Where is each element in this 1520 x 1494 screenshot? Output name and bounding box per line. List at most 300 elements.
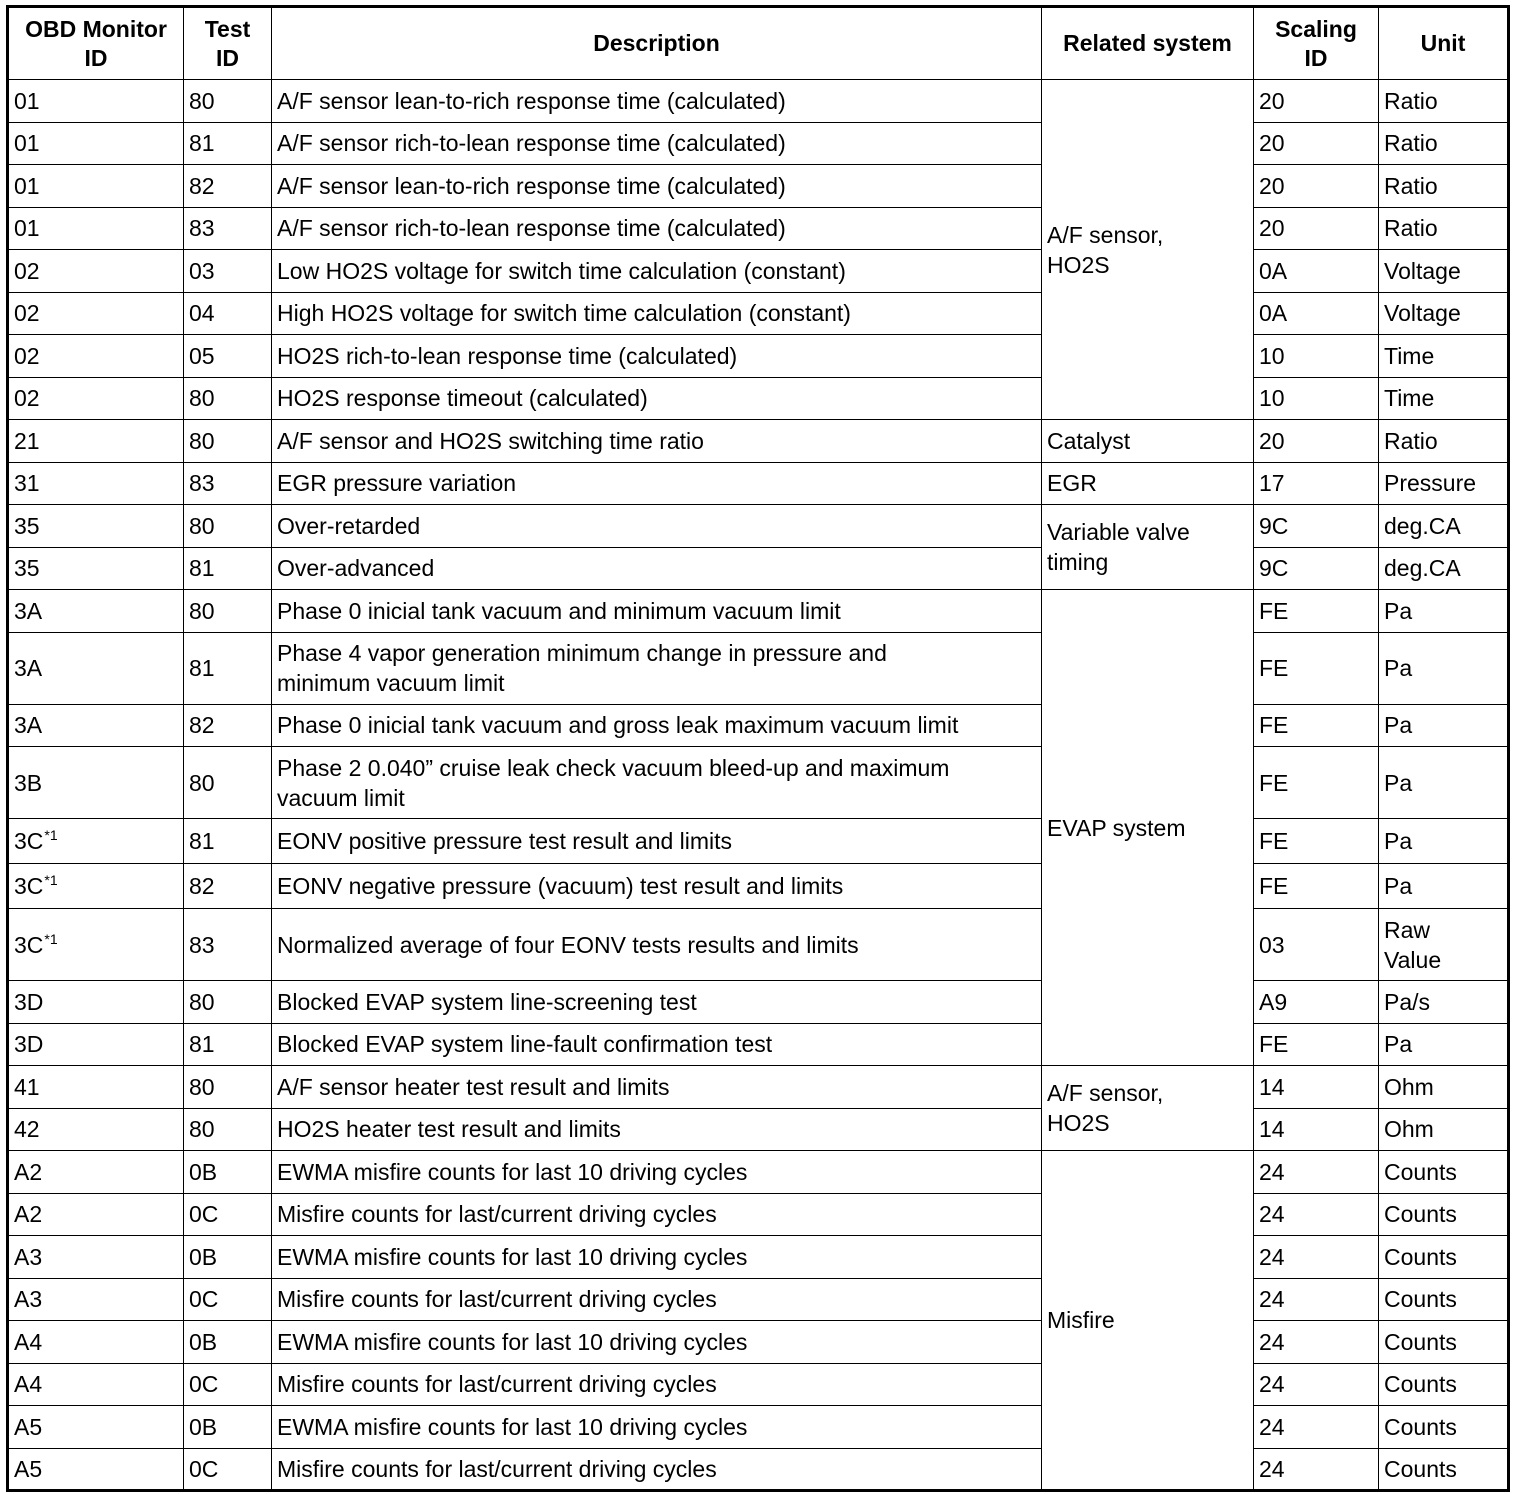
unit-line: Counts [1384,1328,1457,1355]
description-line: Over-retarded [277,512,421,539]
cell-scaling-id: 10 [1254,377,1379,420]
header-row [8,7,1509,80]
cell-unit [1379,1363,1509,1406]
header-obd-monitor-id: OBD Monitor ID [8,7,184,80]
cell-description [272,547,1042,590]
table-body [8,80,1509,1491]
description-line: HO2S response timeout (calculated) [277,385,648,412]
cell-description [272,981,1042,1024]
cell-obd-monitor-id [8,909,184,981]
unit-line: Pa [1384,597,1413,624]
cell-obd-monitor-id [8,377,184,420]
unit-line: Time [1384,385,1435,412]
cell-scaling-id: 03 [1254,909,1379,981]
unit-line: Raw [1384,916,1431,943]
cell-scaling-id: 20 [1254,122,1379,165]
table-row [8,462,1509,505]
cell-unit [1379,1448,1509,1491]
cell-test-id: 82 [184,165,272,208]
cell-test-id: 82 [184,704,272,747]
cell-unit [1379,1151,1509,1194]
description-line: High HO2S voltage for switch time calculation (constant) [277,300,851,327]
unit-line: Ratio [1384,172,1438,199]
cell-obd-monitor-id [8,1066,184,1109]
cell-test-id: 80 [184,1066,272,1109]
cell-scaling-id: 9C [1254,505,1379,548]
cell-related-system [1042,1151,1254,1491]
unit-line: deg.CA [1384,555,1461,582]
cell-obd-monitor-id [8,1151,184,1194]
unit-line: Pressure [1384,470,1477,497]
description-line: Blocked EVAP system line-screening test [277,988,697,1015]
cell-unit [1379,250,1509,293]
cell-test-id: 0B [184,1406,272,1449]
cell-test-id: 80 [184,747,272,819]
cell-obd-monitor-id [8,1193,184,1236]
cell-test-id: 81 [184,547,272,590]
related-system-line: HO2S [1047,251,1110,278]
cell-test-id: 0C [184,1363,272,1406]
cell-related-system [1042,462,1254,505]
monitor-id-value: 3A [14,712,43,739]
cell-obd-monitor-id [8,462,184,505]
table-row [8,207,1509,250]
cell-test-id: 80 [184,590,272,633]
cell-scaling-id: 17 [1254,462,1379,505]
cell-unit [1379,1321,1509,1364]
description-line: Phase 0 inicial tank vacuum and gross leak maximum vacuum limit [277,712,959,739]
cell-scaling-id: 20 [1254,80,1379,123]
description-line: EWMA misfire counts for last 10 driving cycles [277,1413,748,1440]
cell-scaling-id: 24 [1254,1236,1379,1279]
table-row [8,1406,1509,1449]
cell-test-id: 05 [184,335,272,378]
table-row [8,335,1509,378]
cell-obd-monitor-id [8,747,184,819]
unit-line: Pa [1384,1031,1413,1058]
related-system-line: A/F sensor, [1047,221,1164,248]
cell-scaling-id: A9 [1254,981,1379,1024]
cell-unit [1379,1023,1509,1066]
unit-line: Counts [1384,1243,1457,1270]
table-row [8,747,1509,819]
unit-line: Counts [1384,1455,1457,1482]
cell-description [272,292,1042,335]
cell-unit [1379,165,1509,208]
unit-line: Value [1384,946,1442,973]
table-row [8,80,1509,123]
cell-description [272,420,1042,463]
cell-obd-monitor-id [8,547,184,590]
unit-line: Counts [1384,1201,1457,1228]
cell-test-id: 81 [184,122,272,165]
cell-test-id: 83 [184,207,272,250]
cell-obd-monitor-id [8,704,184,747]
table-row [8,1151,1509,1194]
cell-scaling-id: FE [1254,747,1379,819]
cell-obd-monitor-id [8,1236,184,1279]
unit-line: Pa [1384,873,1413,899]
table-row [8,1236,1509,1279]
description-line: A/F sensor lean-to-rich response time (calculated) [277,87,786,114]
footnote-marker: *1 [44,872,58,888]
cell-obd-monitor-id [8,1448,184,1491]
description-line: Blocked EVAP system line-fault confirmation test [277,1031,773,1058]
cell-test-id: 82 [184,864,272,909]
monitor-id-value: 35 [14,512,40,539]
unit-line: Time [1384,342,1435,369]
cell-test-id: 80 [184,505,272,548]
cell-description [272,1193,1042,1236]
unit-line: Counts [1384,1158,1457,1185]
cell-unit [1379,80,1509,123]
monitor-id-value: A5 [14,1455,43,1482]
cell-obd-monitor-id [8,1023,184,1066]
monitor-id-value: 01 [14,215,40,242]
cell-related-system [1042,590,1254,1066]
unit-line: Pa [1384,828,1413,854]
cell-unit [1379,377,1509,420]
cell-unit [1379,909,1509,981]
unit-line: Pa [1384,769,1413,796]
table-row [8,292,1509,335]
table-row [8,1066,1509,1109]
cell-scaling-id: FE [1254,632,1379,704]
cell-scaling-id: FE [1254,864,1379,909]
unit-line: Ratio [1384,215,1438,242]
cell-obd-monitor-id [8,335,184,378]
cell-unit [1379,704,1509,747]
description-line: Normalized average of four EONV tests results and limits [277,931,859,958]
cell-description [272,207,1042,250]
monitor-id-value: 3C [14,931,44,958]
cell-description [272,1278,1042,1321]
related-system-line: A/F sensor, [1047,1080,1164,1106]
description-line: Phase 0 inicial tank vacuum and minimum vacuum limit [277,597,841,624]
cell-description [272,250,1042,293]
cell-related-system [1042,1066,1254,1151]
header-unit: Unit [1379,7,1509,80]
cell-obd-monitor-id [8,420,184,463]
cell-description [272,909,1042,981]
description-line: A/F sensor rich-to-lean response time (calculated) [277,130,786,157]
monitor-id-value: 35 [14,555,40,582]
monitor-id-value: 02 [14,257,40,284]
monitor-id-value: A3 [14,1286,43,1313]
table-row [8,632,1509,704]
description-line: Misfire counts for last/current driving cycles [277,1455,717,1482]
obd-monitor-table [6,5,1510,1492]
related-system-line: Misfire [1047,1307,1115,1333]
table-container [6,5,1510,1492]
cell-obd-monitor-id [8,632,184,704]
table-row [8,377,1509,420]
unit-line: Pa [1384,712,1413,739]
cell-scaling-id: 0A [1254,250,1379,293]
unit-line: Ratio [1384,87,1438,114]
description-line: minimum vacuum limit [277,670,505,696]
cell-test-id: 80 [184,377,272,420]
cell-description [272,1406,1042,1449]
description-line: A/F sensor lean-to-rich response time (calculated) [277,172,786,199]
cell-obd-monitor-id [8,590,184,633]
description-line: Misfire counts for last/current driving cycles [277,1286,717,1313]
cell-scaling-id: 24 [1254,1406,1379,1449]
cell-description [272,819,1042,864]
header-related-system: Related system [1042,7,1254,80]
cell-description [272,632,1042,704]
cell-unit [1379,819,1509,864]
monitor-id-value: 42 [14,1116,40,1143]
cell-obd-monitor-id [8,80,184,123]
table-row [8,505,1509,548]
table-row [8,547,1509,590]
cell-scaling-id: 14 [1254,1066,1379,1109]
table-row [8,1023,1509,1066]
description-line: Phase 4 vapor generation minimum change in pressure and [277,640,887,666]
cell-test-id: 80 [184,80,272,123]
cell-scaling-id: 0A [1254,292,1379,335]
cell-test-id: 83 [184,909,272,981]
monitor-id-value: 01 [14,172,40,199]
monitor-id-value: 3B [14,769,43,796]
description-line: EONV negative pressure (vacuum) test result and limits [277,873,844,899]
cell-description [272,1363,1042,1406]
monitor-id-value: A4 [14,1371,43,1398]
cell-description [272,1321,1042,1364]
monitor-id-value: 3A [14,655,43,681]
monitor-id-value: A2 [14,1201,43,1228]
cell-related-system [1042,80,1254,420]
cell-obd-monitor-id [8,122,184,165]
monitor-id-value: 02 [14,342,40,369]
description-line: EONV positive pressure test result and limits [277,828,733,854]
description-line: EGR pressure variation [277,470,517,497]
table-row [8,420,1509,463]
cell-description [272,1151,1042,1194]
description-line: Low HO2S voltage for switch time calculation (constant) [277,257,846,284]
cell-obd-monitor-id [8,207,184,250]
cell-description [272,1236,1042,1279]
header-scaling-id: Scaling ID [1254,7,1379,80]
cell-scaling-id: 24 [1254,1448,1379,1491]
description-line: EWMA misfire counts for last 10 driving cycles [277,1158,748,1185]
description-line: EWMA misfire counts for last 10 driving cycles [277,1328,748,1355]
cell-obd-monitor-id [8,250,184,293]
monitor-id-value: A5 [14,1413,43,1440]
cell-unit [1379,1236,1509,1279]
cell-unit [1379,981,1509,1024]
monitor-id-value: 01 [14,130,40,157]
cell-scaling-id: 24 [1254,1151,1379,1194]
unit-line: Ohm [1384,1073,1434,1100]
table-row [8,1321,1509,1364]
cell-description [272,1448,1042,1491]
cell-description [272,590,1042,633]
unit-line: Counts [1384,1413,1457,1440]
description-line: A/F sensor heater test result and limits [277,1073,670,1100]
cell-scaling-id: 24 [1254,1193,1379,1236]
cell-test-id: 80 [184,420,272,463]
cell-description [272,80,1042,123]
related-system-line: timing [1047,549,1109,575]
description-line: HO2S heater test result and limits [277,1116,621,1143]
cell-unit [1379,1278,1509,1321]
cell-unit [1379,1193,1509,1236]
unit-line: Pa [1384,655,1413,681]
unit-line: Ratio [1384,427,1438,454]
cell-scaling-id: FE [1254,819,1379,864]
table-row [8,1193,1509,1236]
cell-test-id: 0C [184,1448,272,1491]
footnote-marker: *1 [44,930,58,947]
unit-line: Voltage [1384,300,1461,327]
cell-related-system [1042,420,1254,463]
cell-obd-monitor-id [8,292,184,335]
table-row [8,590,1509,633]
cell-test-id: 80 [184,1108,272,1151]
unit-line: Voltage [1384,257,1461,284]
cell-description [272,1066,1042,1109]
unit-line: Ohm [1384,1116,1434,1143]
table-row [8,1363,1509,1406]
table-row [8,1448,1509,1491]
cell-scaling-id: 9C [1254,547,1379,590]
related-system-line: HO2S [1047,1110,1110,1136]
cell-description [272,747,1042,819]
cell-obd-monitor-id [8,1406,184,1449]
cell-unit [1379,547,1509,590]
cell-obd-monitor-id [8,1108,184,1151]
related-system-line: EGR [1047,470,1097,497]
unit-line: Ratio [1384,130,1438,157]
description-line: Misfire counts for last/current driving cycles [277,1371,717,1398]
description-line: vacuum limit [277,784,405,811]
cell-test-id: 04 [184,292,272,335]
cell-obd-monitor-id [8,165,184,208]
table-row [8,122,1509,165]
cell-scaling-id: 24 [1254,1363,1379,1406]
cell-unit [1379,505,1509,548]
table-row [8,981,1509,1024]
monitor-id-value: 01 [14,87,40,114]
cell-unit [1379,1108,1509,1151]
monitor-id-value: 02 [14,300,40,327]
monitor-id-value: 3D [14,1031,44,1058]
unit-line: Counts [1384,1286,1457,1313]
description-line: Phase 2 0.040” cruise leak check vacuum bleed-up and maximum [277,754,950,781]
cell-scaling-id: 10 [1254,335,1379,378]
cell-description [272,122,1042,165]
monitor-id-value: A4 [14,1328,43,1355]
description-line: Over-advanced [277,555,435,582]
cell-unit [1379,864,1509,909]
cell-unit [1379,292,1509,335]
monitor-id-value: 3C [14,873,44,899]
cell-scaling-id: FE [1254,704,1379,747]
cell-obd-monitor-id [8,1278,184,1321]
description-line: A/F sensor and HO2S switching time ratio [277,427,704,454]
cell-test-id: 81 [184,632,272,704]
cell-description [272,704,1042,747]
cell-unit [1379,747,1509,819]
cell-test-id: 0B [184,1321,272,1364]
cell-description [272,377,1042,420]
table-row [8,704,1509,747]
monitor-id-value: 02 [14,385,40,412]
header-description: Description [272,7,1042,80]
cell-scaling-id: 20 [1254,165,1379,208]
cell-description [272,335,1042,378]
cell-description [272,1023,1042,1066]
cell-test-id: 0B [184,1236,272,1279]
cell-unit [1379,335,1509,378]
monitor-id-value: A3 [14,1243,43,1270]
monitor-id-value: 21 [14,427,40,454]
cell-unit [1379,420,1509,463]
table-row [8,1108,1509,1151]
unit-line: Counts [1384,1371,1457,1398]
cell-unit [1379,1406,1509,1449]
monitor-id-value: 3C [14,828,44,854]
cell-unit [1379,122,1509,165]
cell-description [272,1108,1042,1151]
cell-obd-monitor-id [8,1363,184,1406]
cell-description [272,462,1042,505]
table-row [8,819,1509,864]
cell-obd-monitor-id [8,981,184,1024]
cell-obd-monitor-id [8,819,184,864]
footnote-marker: *1 [44,827,58,843]
related-system-line: Variable valve [1047,519,1190,545]
monitor-id-value: 3A [14,597,43,624]
cell-test-id: 0C [184,1193,272,1236]
cell-obd-monitor-id [8,505,184,548]
description-line: A/F sensor rich-to-lean response time (calculated) [277,215,786,242]
cell-test-id: 0B [184,1151,272,1194]
monitor-id-value: 3D [14,988,44,1015]
cell-description [272,505,1042,548]
description-line: EWMA misfire counts for last 10 driving cycles [277,1243,748,1270]
cell-obd-monitor-id [8,864,184,909]
monitor-id-value: A2 [14,1158,43,1185]
cell-scaling-id: FE [1254,1023,1379,1066]
cell-unit [1379,462,1509,505]
unit-line: deg.CA [1384,512,1461,539]
cell-unit [1379,1066,1509,1109]
table-row [8,250,1509,293]
monitor-id-value: 31 [14,470,40,497]
cell-test-id: 81 [184,1023,272,1066]
related-system-line: Catalyst [1047,427,1131,454]
cell-description [272,165,1042,208]
cell-related-system [1042,505,1254,590]
cell-test-id: 81 [184,819,272,864]
cell-scaling-id: 20 [1254,420,1379,463]
cell-scaling-id: 14 [1254,1108,1379,1151]
cell-test-id: 0C [184,1278,272,1321]
table-row [8,1278,1509,1321]
cell-scaling-id: 24 [1254,1321,1379,1364]
cell-unit [1379,207,1509,250]
table-row [8,165,1509,208]
cell-test-id: 80 [184,981,272,1024]
unit-line: Pa/s [1384,988,1431,1015]
cell-scaling-id: 24 [1254,1278,1379,1321]
monitor-id-value: 41 [14,1073,40,1100]
cell-scaling-id: FE [1254,590,1379,633]
related-system-line: EVAP system [1047,814,1186,841]
